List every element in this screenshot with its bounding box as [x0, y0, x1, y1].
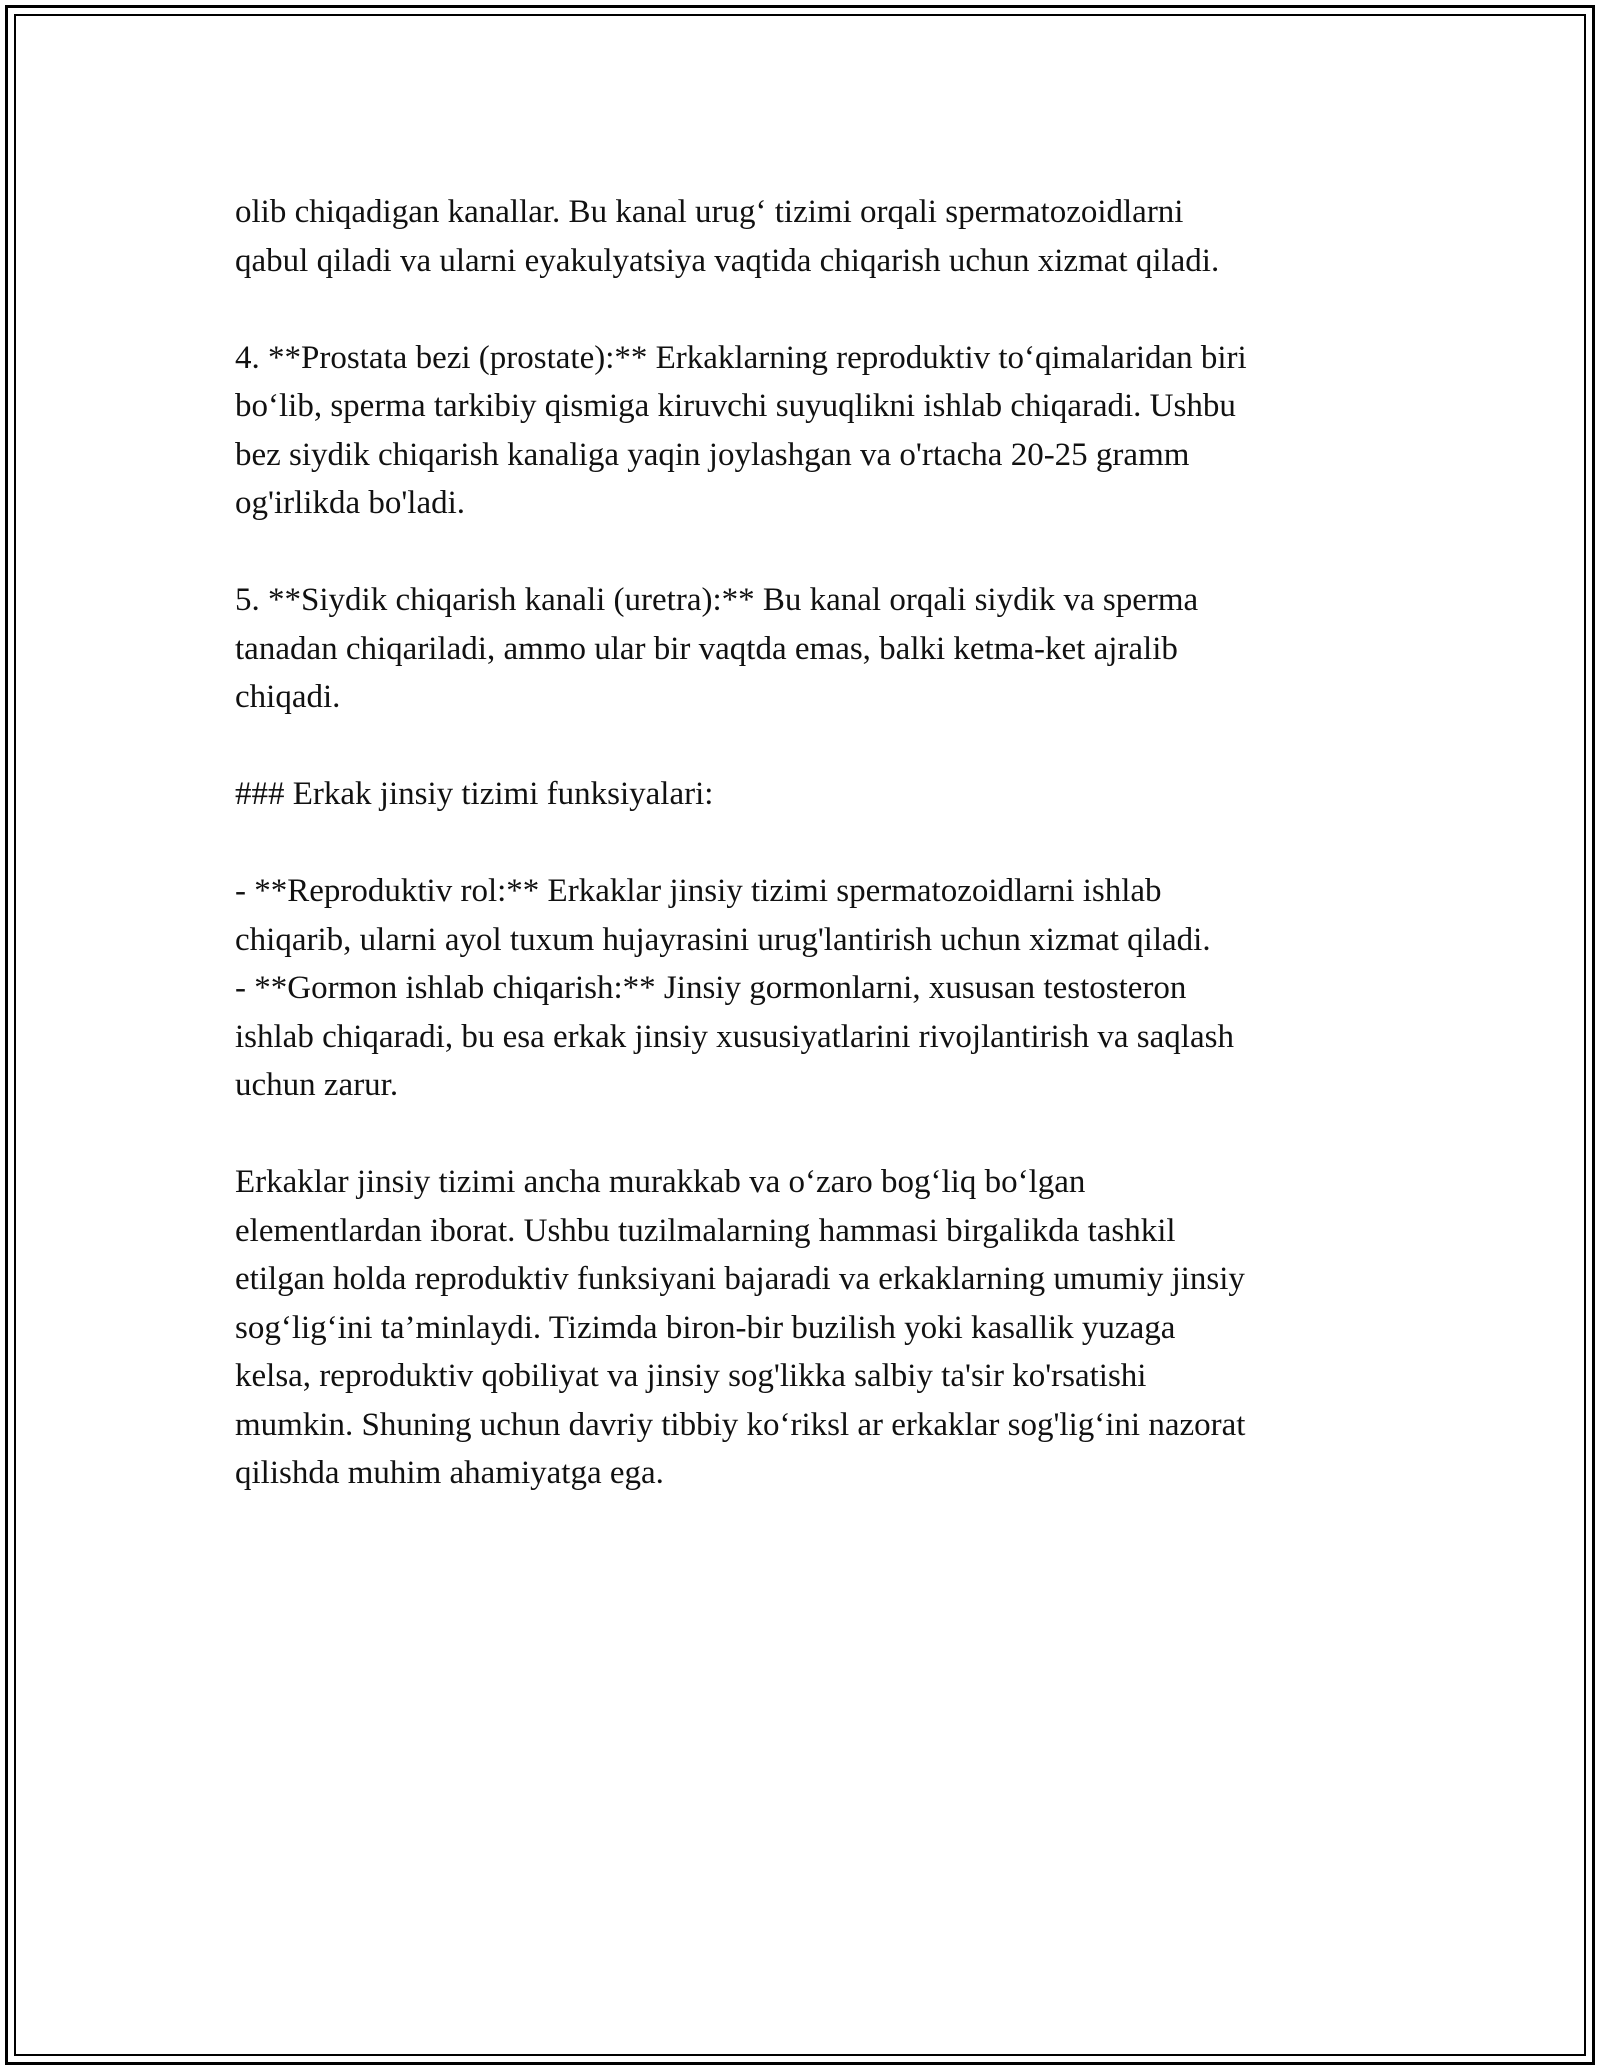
text-line: sog‘lig‘ini ta’minlaydi. Tizimda biron-bir buzilish yoki kasallik yuzaga — [235, 1309, 1176, 1346]
paragraph-urethra — [235, 576, 1395, 722]
paragraph-prostate — [235, 334, 1395, 528]
functions-list — [235, 867, 1395, 1110]
list-item-line: chiqarib, ularni ayol tuxum hujayrasini urug'lantirish uchun xizmat qiladi. — [235, 921, 1211, 958]
heading-line: ### Erkak jinsiy tizimi funksiyalari: — [235, 776, 714, 812]
paragraph-1 — [235, 188, 1395, 285]
list-item-line: - **Gormon ishlab chiqarish:** Jinsiy gormonlarni, xususan testosteron — [235, 970, 1187, 1006]
document-body — [235, 188, 1395, 1498]
paragraph-spacer — [235, 285, 1395, 334]
text-line: olib chiqadigan kanallar. Bu kanal urug‘ tizimi orqali spermatozoidlarni — [235, 194, 1184, 230]
text-line: Erkaklar jinsiy tizimi ancha murakkab va o‘zaro bog‘liq bo‘lgan — [235, 1164, 1086, 1200]
paragraph-spacer — [235, 528, 1395, 577]
text-line: qabul qiladi va ularni eyakulyatsiya vaqtida chiqarish uchun xizmat qiladi. — [235, 242, 1220, 279]
list-item-line: uchun zarur. — [235, 1067, 399, 1103]
paragraph-spacer — [235, 1110, 1395, 1159]
text-line: chiqadi. — [235, 679, 341, 715]
paragraph-spacer — [235, 819, 1395, 868]
paragraph-spacer — [235, 722, 1395, 771]
text-line: qilishda muhim ahamiyatga ega. — [235, 1455, 664, 1491]
text-line: kelsa, reproduktiv qobiliyat va jinsiy sog'likka salbiy ta'sir ko'rsatishi — [235, 1358, 1147, 1394]
text-line: mumkin. Shuning uchun davriy tibbiy ko‘riksl ar erkaklar sog'lig‘ini nazorat — [235, 1406, 1246, 1443]
text-line: etilgan holda reproduktiv funksiyani bajaradi va erkaklarning umumiy jinsiy — [235, 1261, 1245, 1297]
text-line: og'irlikda bo'ladi. — [235, 485, 466, 521]
list-item-line: - **Reproduktiv rol:** Erkaklar jinsiy tizimi spermatozoidlarni ishlab — [235, 873, 1162, 909]
paragraph-conclusion — [235, 1158, 1395, 1498]
text-line: 4. **Prostata bezi (prostate):** Erkaklarning reproduktiv to‘qimalaridan biri — [235, 339, 1247, 376]
section-heading — [235, 770, 1395, 819]
text-line: elementlardan iborat. Ushbu tuzilmalarning hammasi birgalikda tashkil — [235, 1212, 1176, 1249]
text-line: bez siydik chiqarish kanaliga yaqin joylashgan va o'rtacha 20-25 gramm — [235, 436, 1190, 473]
list-item-line: ishlab chiqaradi, bu esa erkak jinsiy xususiyatlarini rivojlantirish va saqlash — [235, 1018, 1234, 1055]
text-line: tanadan chiqariladi, ammo ular bir vaqtda emas, balki ketma-ket ajralib — [235, 630, 1178, 667]
text-line: 5. **Siydik chiqarish kanali (uretra):** Bu kanal orqali siydik va sperma — [235, 582, 1199, 618]
text-line: bo‘lib, sperma tarkibiy qismiga kiruvchi suyuqlikni ishlab chiqaradi. Ushbu — [235, 388, 1236, 424]
